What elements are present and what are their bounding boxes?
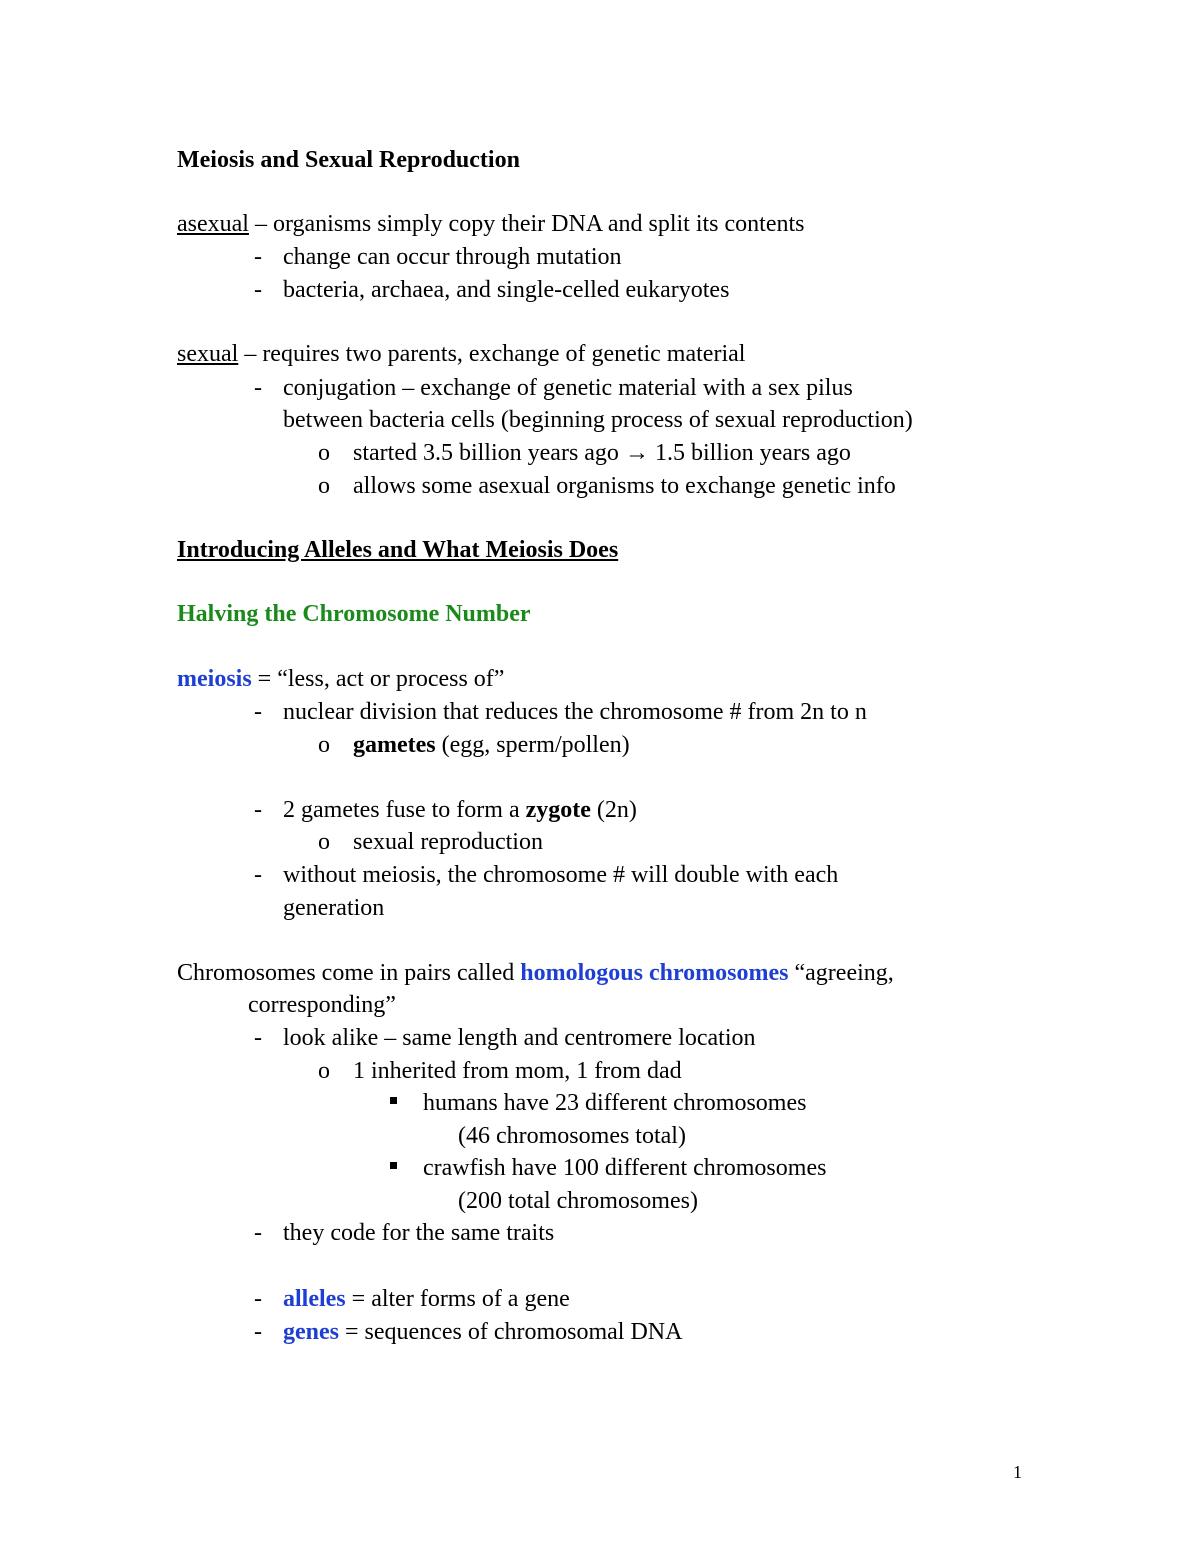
circle-bullet: o bbox=[318, 440, 330, 466]
genes-line bbox=[283, 1318, 682, 1346]
right-arrow-icon: → bbox=[624, 440, 649, 466]
humans-line-2: (46 chromosomes total) bbox=[458, 1123, 686, 1149]
alleles-definition: = alter forms of a gene bbox=[345, 1286, 570, 1312]
conjugation-sub-1 bbox=[353, 439, 851, 467]
homologous-point-2: they code for the same traits bbox=[283, 1220, 555, 1246]
homologous-line-1 bbox=[177, 959, 894, 987]
genes-definition: = sequences of chromosomal DNA bbox=[339, 1319, 683, 1345]
asexual-point-1: change can occur through mutation bbox=[283, 244, 622, 270]
page-number: 1 bbox=[1013, 1462, 1022, 1482]
genes-term: genes bbox=[283, 1319, 339, 1345]
conjugation-line-2: between bacteria cells (beginning process of sexual reproduction) bbox=[283, 407, 913, 433]
sexual-term: sexual bbox=[177, 341, 239, 367]
homologous-end: “agreeing, bbox=[788, 960, 894, 986]
homologous-point-1: look alike – same length and centromere location bbox=[283, 1025, 756, 1051]
square-bullet-icon bbox=[390, 1097, 397, 1104]
homologous-sub-1: 1 inherited from mom, 1 from dad bbox=[353, 1058, 682, 1084]
crawfish-line-1: crawfish have 100 different chromosomes bbox=[423, 1155, 827, 1181]
point-2-end: (2n) bbox=[590, 797, 637, 823]
gametes-line bbox=[353, 731, 630, 759]
meiosis-definition-text: = “less, act or process of” bbox=[251, 666, 505, 692]
meiosis-point-3-line-1: without meiosis, the chromosome # will double with each bbox=[283, 862, 839, 888]
dash-bullet: - bbox=[254, 1025, 262, 1051]
sexual-definition bbox=[177, 340, 745, 368]
conjugation-sub-2: allows some asexual organisms to exchange genetic info bbox=[353, 473, 896, 499]
asexual-definition bbox=[177, 210, 805, 238]
document-title: Meiosis and Sexual Reproduction bbox=[177, 147, 520, 173]
asexual-term: asexual bbox=[177, 211, 249, 237]
dash-bullet: - bbox=[254, 862, 262, 888]
asexual-point-2: bacteria, archaea, and single-celled eukaryotes bbox=[283, 277, 730, 303]
conjugation-sub-1-start: started 3.5 billion years ago bbox=[353, 440, 625, 466]
dash-bullet: - bbox=[254, 1286, 262, 1312]
alleles-line bbox=[283, 1285, 570, 1313]
sexual-definition-text: – requires two parents, exchange of genetic material bbox=[238, 341, 746, 367]
subheading: Halving the Chromosome Number bbox=[177, 601, 531, 627]
meiosis-point-2 bbox=[283, 796, 637, 824]
crawfish-line-2: (200 total chromosomes) bbox=[458, 1188, 698, 1214]
homologous-start: Chromosomes come in pairs called bbox=[177, 960, 521, 986]
meiosis-point-3-line-2: generation bbox=[283, 895, 385, 921]
dash-bullet: - bbox=[254, 375, 262, 401]
circle-bullet: o bbox=[318, 473, 330, 499]
asexual-definition-text: – organisms simply copy their DNA and split its contents bbox=[248, 211, 805, 237]
conjugation-sub-1-end: 1.5 billion years ago bbox=[648, 440, 851, 466]
dash-bullet: - bbox=[254, 699, 262, 725]
square-bullet-icon bbox=[390, 1162, 397, 1169]
meiosis-point-1: nuclear division that reduces the chromosome # from 2n to n bbox=[283, 699, 867, 725]
alleles-term: alleles bbox=[283, 1286, 346, 1312]
conjugation-line-1: conjugation – exchange of genetic material with a sex pilus bbox=[283, 375, 853, 401]
zygote-term: zygote bbox=[525, 797, 591, 823]
point-2-start: 2 gametes fuse to form a bbox=[283, 797, 526, 823]
gametes-term: gametes bbox=[353, 732, 436, 758]
dash-bullet: - bbox=[254, 244, 262, 270]
dash-bullet: - bbox=[254, 1220, 262, 1246]
circle-bullet: o bbox=[318, 1058, 330, 1084]
circle-bullet: o bbox=[318, 829, 330, 855]
meiosis-term: meiosis bbox=[177, 666, 252, 692]
homologous-term: homologous chromosomes bbox=[520, 960, 789, 986]
homologous-line-2: corresponding” bbox=[248, 992, 396, 1018]
dash-bullet: - bbox=[254, 1319, 262, 1345]
section-heading: Introducing Alleles and What Meiosis Does bbox=[177, 537, 619, 563]
dash-bullet: - bbox=[254, 277, 262, 303]
circle-bullet: o bbox=[318, 732, 330, 758]
humans-line-1: humans have 23 different chromosomes bbox=[423, 1090, 807, 1116]
meiosis-sub-2: sexual reproduction bbox=[353, 829, 543, 855]
gametes-text: (egg, sperm/pollen) bbox=[435, 732, 630, 758]
meiosis-definition bbox=[177, 665, 504, 693]
dash-bullet: - bbox=[254, 797, 262, 823]
